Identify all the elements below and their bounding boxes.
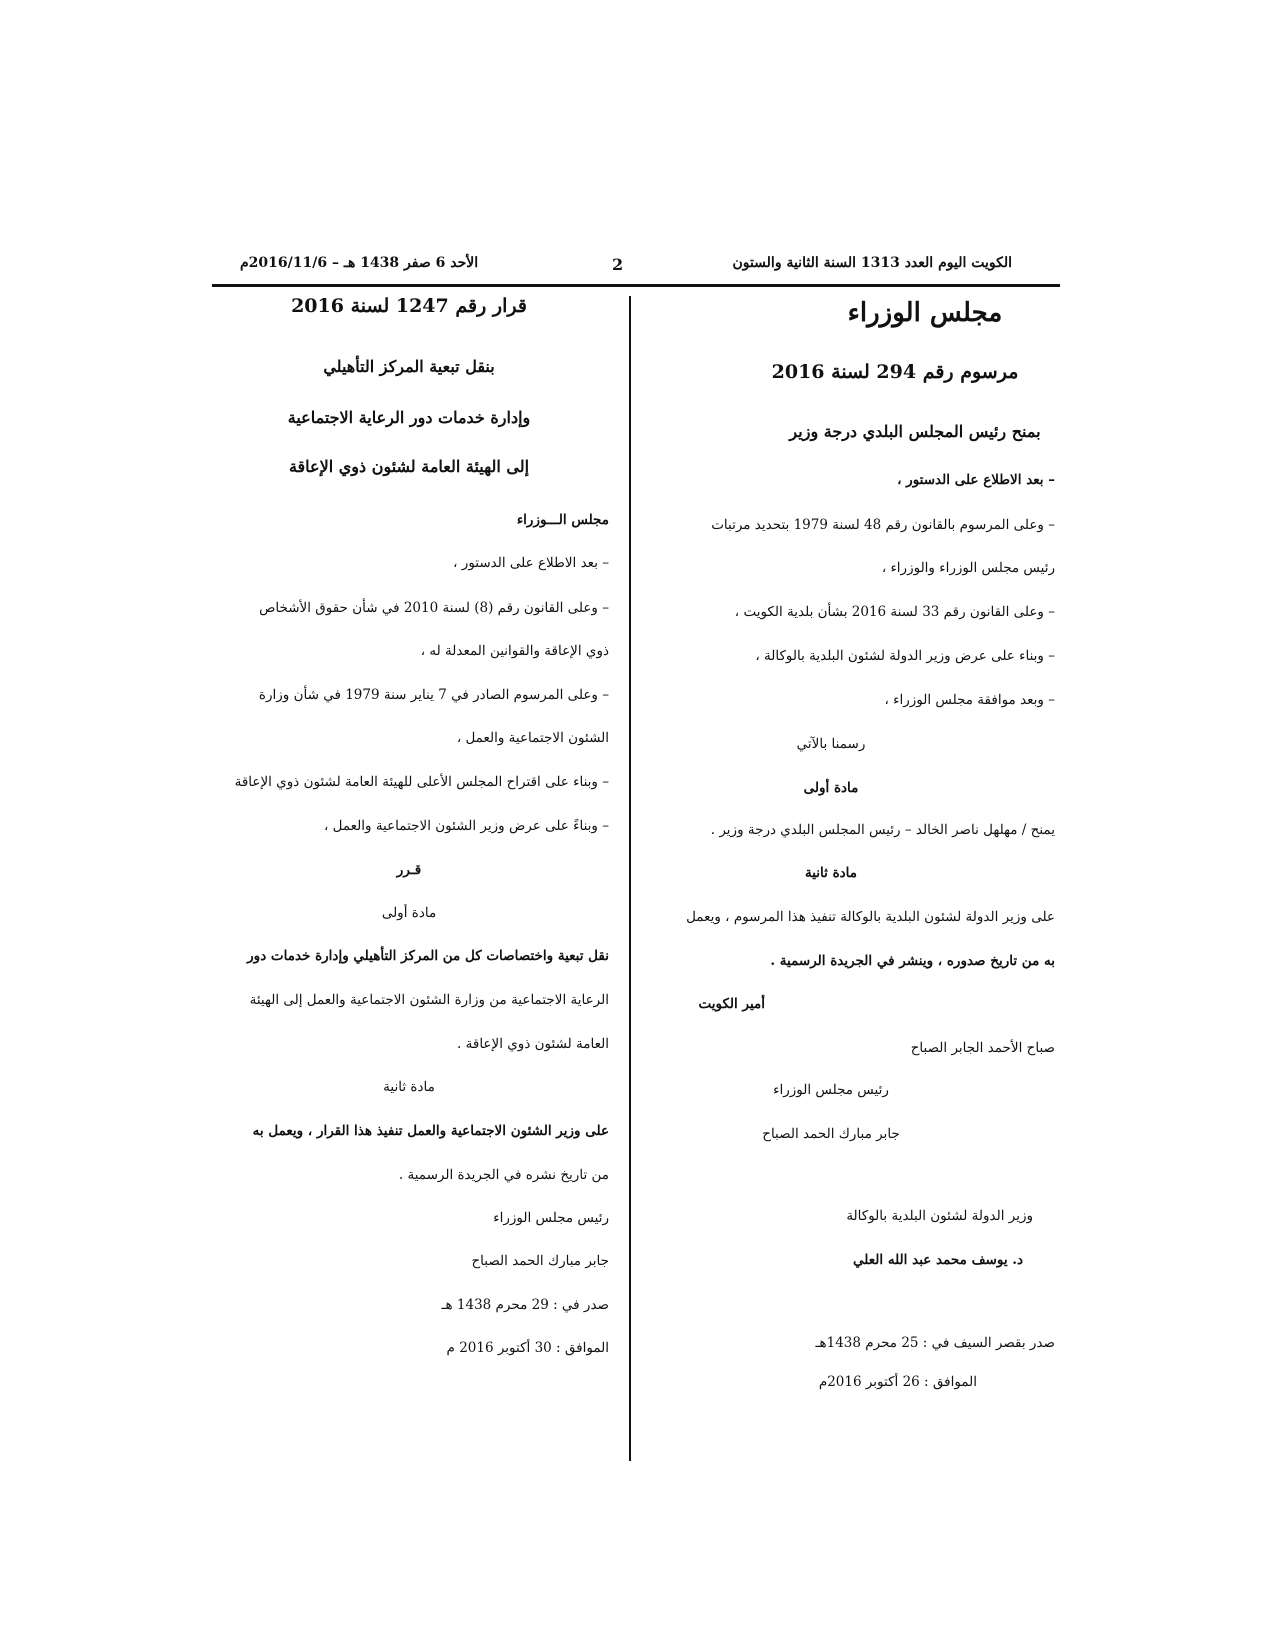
decreed-phrase: رسمنا بالآتي	[796, 736, 866, 752]
decree-subject: بمنح رئيس المجلس البلدي درجة وزير	[789, 422, 1041, 441]
preamble-line: – وعلى المرسوم الصادر في 7 يناير سنة 1979 في شأن وزارة	[258, 687, 609, 703]
preamble-line: – وبناء على عرض وزير الدولة لشئون البلدية بالوكالة ،	[755, 648, 1055, 664]
pm-title: رئيس مجلس الوزراء	[493, 1210, 609, 1226]
corresponding-date: الموافق : 26 أكتوبر 2016م	[818, 1374, 977, 1390]
preamble-line: الشئون الاجتماعية والعمل ،	[456, 730, 609, 746]
article-1-text: الرعاية الاجتماعية من وزارة الشئون الاجتماعية والعمل إلى الهيئة	[249, 992, 609, 1008]
preamble-line: – بعد الاطلاع على الدستور ،	[453, 555, 609, 571]
issuing-authority: مجلس الـــوزراء	[516, 512, 609, 528]
header-page-number: 2	[612, 255, 624, 274]
article-1-text: نقل تبعية واختصاصات كل من المركز التأهيلي وإدارة خدمات دور	[247, 948, 609, 964]
pm-name: جابر مبارك الحمد الصباح	[471, 1253, 609, 1269]
preamble-line: – بعد الاطلاع على الدستور ،	[897, 472, 1055, 488]
article-2-text: به من تاريخ صدوره ، وينشر في الجريدة الرسمية .	[770, 953, 1055, 969]
header-date: الأحد 6 صفر 1438 هـ – 2016/11/6م	[240, 255, 479, 271]
article-1-text: يمنح / مهلهل ناصر الخالد – رئيس المجلس البلدي درجة وزير .	[710, 822, 1055, 838]
decision-subject-line: إلى الهيئة العامة لشئون ذوي الإعاقة	[288, 457, 530, 476]
article-1-text: العامة لشئون ذوي الإعاقة .	[457, 1036, 609, 1052]
preamble-line: – وبعد موافقة مجلس الوزراء ،	[884, 692, 1055, 708]
decision-subject-line: بنقل تبعية المركز التأهيلي	[323, 357, 495, 376]
pm-name: جابر مبارك الحمد الصباح	[762, 1126, 900, 1142]
article-2-text: من تاريخ نشره في الجريدة الرسمية .	[398, 1167, 609, 1183]
decision-subject-line: وإدارة خدمات دور الرعاية الاجتماعية	[287, 408, 531, 427]
decree-title: مرسوم رقم 294 لسنة 2016	[771, 361, 1019, 383]
preamble-line: ذوي الإعاقة والقوانين المعدلة له ،	[420, 643, 609, 659]
minister-name: د. يوسف محمد عبد الله العلي	[853, 1252, 1023, 1268]
header-rule	[212, 284, 1060, 287]
preamble-line: – وعلى القانون رقم 33 لسنة 2016 بشأن بلدية الكويت ،	[734, 604, 1055, 620]
decided-phrase: قـرر	[396, 862, 422, 878]
pm-title: رئيس مجلس الوزراء	[773, 1082, 889, 1098]
cabinet-heading: مجلس الوزراء	[847, 298, 1003, 328]
minister-title: وزير الدولة لشئون البلدية بالوكالة	[846, 1208, 1033, 1224]
article-2-title: مادة ثانية	[804, 865, 858, 881]
issued-date: صدر في : 29 محرم 1438 هـ	[441, 1297, 609, 1313]
article-2-text: على وزير الشئون الاجتماعية والعمل تنفيذ هذا القرار ، ويعمل به	[252, 1123, 609, 1139]
emir-title: أمير الكويت	[698, 996, 765, 1012]
article-1-title: مادة أولى	[381, 905, 437, 921]
preamble-line: – وعلى المرسوم بالقانون رقم 48 لسنة 1979 بتحديد مرتبات	[711, 517, 1055, 533]
preamble-line: رئيس مجلس الوزراء والوزراء ،	[881, 560, 1055, 576]
article-1-title: مادة أولى	[803, 780, 859, 796]
preamble-line: – وبناء على اقتراح المجلس الأعلى للهيئة العامة لشئون ذوي الإعاقة	[234, 774, 609, 790]
column-divider	[629, 296, 631, 1461]
corresponding-date: الموافق : 30 أكتوبر 2016 م	[446, 1340, 609, 1356]
article-2-title: مادة ثانية	[383, 1079, 435, 1095]
emir-name: صباح الأحمد الجابر الصباح	[910, 1040, 1055, 1056]
preamble-line: – وبناءً على عرض وزير الشئون الاجتماعية والعمل ،	[323, 818, 609, 834]
header-issue-info: الكويت اليوم العدد 1313 السنة الثانية والستون	[732, 255, 1012, 271]
issued-at: صدر بقصر السيف في : 25 محرم 1438هـ	[815, 1335, 1055, 1351]
preamble-line: – وعلى القانون رقم (8) لسنة 2010 في شأن حقوق الأشخاص	[259, 600, 609, 616]
decision-title: قرار رقم 1247 لسنة 2016	[291, 295, 527, 317]
article-2-text: على وزير الدولة لشئون البلدية بالوكالة تنفيذ هذا المرسوم ، ويعمل	[686, 909, 1055, 925]
